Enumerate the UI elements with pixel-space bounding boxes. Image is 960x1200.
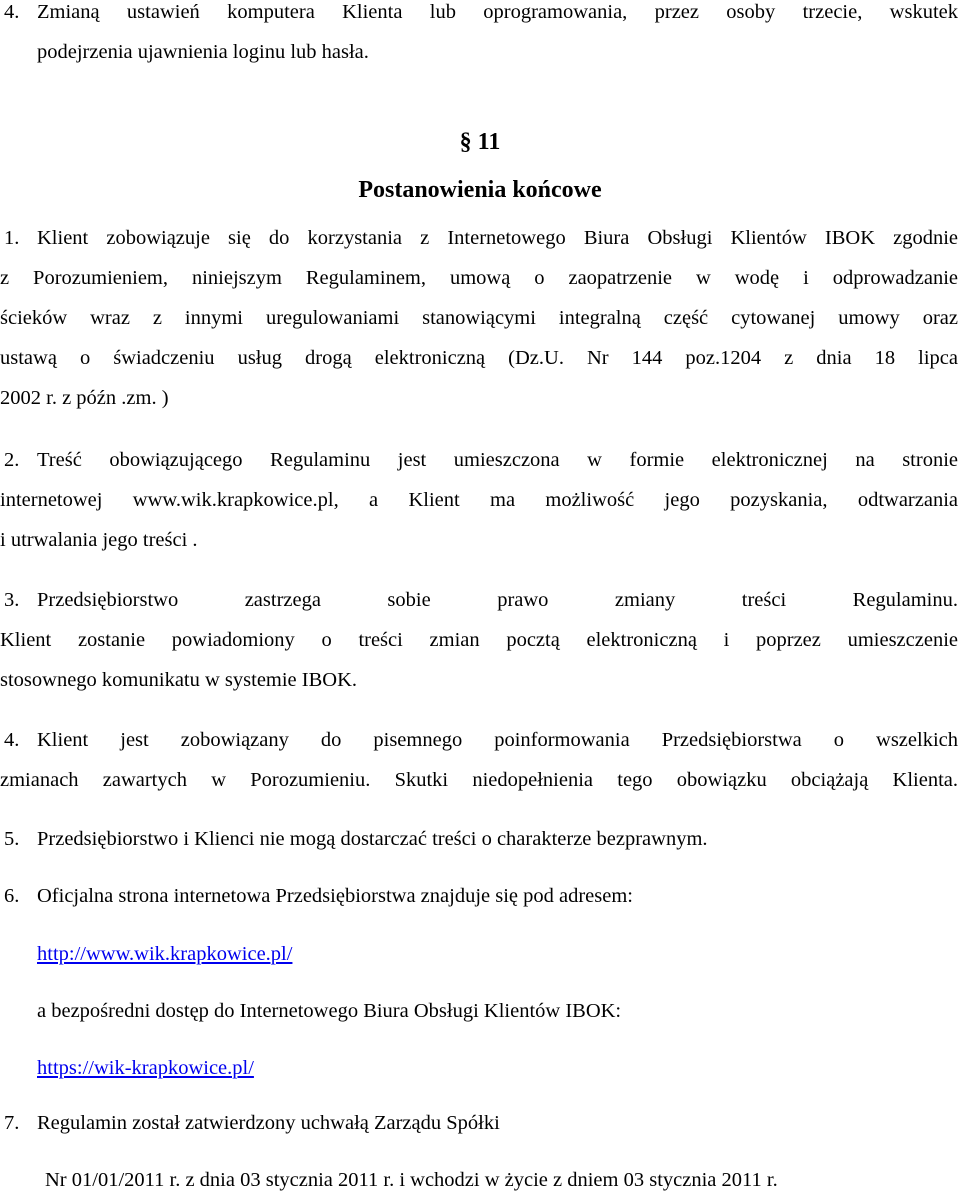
item-number: 3. [4, 589, 20, 611]
item-number: 6. [4, 885, 20, 907]
text-line: Klient jest zobowiązany do pisemnego poinformowania Przedsiębiorstwa o wszelkich [37, 729, 958, 751]
item-number: 5. [4, 828, 20, 850]
text-line: Zmianą ustawień komputera Klienta lub oprogramowania, przez osoby trzecie, wskutek [37, 1, 958, 23]
item-text: Przedsiębiorstwo i Klienci nie mogą dostarczać treści o charakterze bezprawnym. [37, 828, 708, 850]
item-number: 4. [4, 1, 20, 23]
text-line: Klient zostanie powiadomiony o treści zmian pocztą elektroniczną i poprzez umieszczenie [0, 629, 958, 651]
text-line: ustawą o świadczeniu usług drogą elektroniczną (Dz.U. Nr 144 poz.1204 z dnia 18 lipca [0, 347, 958, 369]
item-number: 7. [4, 1112, 20, 1134]
item-text: Oficjalna strona internetowa Przedsiębiorstwa znajduje się pod adresem: [37, 885, 634, 907]
item-text [0, 440, 958, 560]
item-text: Regulamin został zatwierdzony uchwałą Zarządu Spółki [37, 1112, 500, 1134]
item-text [0, 580, 958, 700]
text-line: Klient zobowiązuje się do korzystania z Internetowego Biura Obsługi Klientów IBOK zgodnie [37, 227, 958, 249]
resolution-footer: Nr 01/01/2011 r. z dnia 03 stycznia 2011 r. i wchodzi w życie z dniem 03 stycznia 2011 r. [45, 1169, 778, 1191]
item-number: 2. [4, 449, 20, 471]
text-line: Treść obowiązującego Regulaminu jest umieszczona w formie elektronicznej na stronie [37, 449, 958, 471]
item-text [0, 720, 958, 800]
ibok-link[interactable]: https://wik-krapkowice.pl/ [37, 1057, 254, 1079]
section-title: Postanowienia końcowe [358, 177, 602, 203]
item-number: 4. [4, 729, 20, 751]
website-link[interactable]: http://www.wik.krapkowice.pl/ [37, 943, 293, 965]
section-number: § 11 [459, 129, 501, 155]
text-line: podejrzenia ujawnienia loginu lub hasła. [37, 41, 369, 63]
text-line: stosownego komunikatu w systemie IBOK. [0, 669, 358, 691]
item-number: 1. [4, 227, 20, 249]
item-text [37, 0, 958, 72]
text-line: 2002 r. z późn .zm. ) [0, 387, 169, 409]
text-line: internetowej www.wik.krapkowice.pl, a Klient ma możliwość jego pozyskania, odtwarzania [0, 489, 958, 511]
ibok-access-text: a bezpośredni dostęp do Internetowego Biura Obsługi Klientów IBOK: [37, 1000, 622, 1022]
text-line: zmianach zawartych w Porozumieniu. Skutki niedopełnienia tego obowiązku obciążają Klienta. [0, 769, 958, 791]
text-line: ścieków wraz z innymi uregulowaniami stanowiącymi integralną część cytowanej umowy oraz [0, 307, 958, 329]
text-line: i utrwalania jego treści . [0, 529, 198, 551]
text-line: Przedsiębiorstwo zastrzega sobie prawo zmiany treści Regulaminu. [37, 589, 958, 611]
text-line: z Porozumieniem, niniejszym Regulaminem, umową o zaopatrzenie w wodę i odprowadzanie [0, 267, 958, 289]
item-text [0, 218, 958, 418]
